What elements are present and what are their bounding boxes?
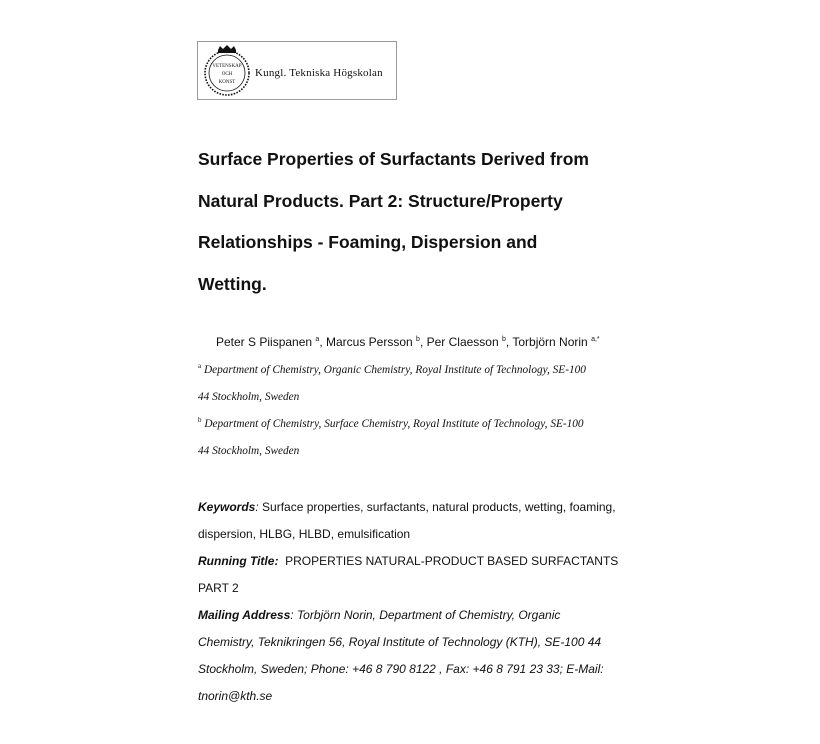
svg-text:OCH: OCH xyxy=(221,72,233,77)
keywords-section: Keywords: Surface properties, surfactants, natural products, wetting, foaming, dispersion, HLBG, HLBD, emulsification xyxy=(198,494,638,548)
paper-title xyxy=(198,139,638,305)
author-name: Per Claesson xyxy=(426,335,499,349)
title-line: Relationships - Foaming, Dispersion and xyxy=(198,232,538,252)
author-name: Torbjörn Norin xyxy=(512,335,588,349)
author-affiliation-mark: a xyxy=(315,336,320,343)
svg-text:VETENSKAP: VETENSKAP xyxy=(212,64,242,69)
mailing-address-section: Mailing Address: Torbjörn Norin, Department of Chemistry, Organic Chemistry, Teknikringen 56, Royal Institute of Technology (KTH), SE-100 44 Stockholm, Sweden; Phone: +46 8 790 8122 , Fax: +46 8 791 23 33; E-Mail: tnorin@kth.se xyxy=(198,602,638,710)
affiliation-text: Department of Chemistry, Organic Chemistry, Royal Institute of Technology, SE-100 xyxy=(203,364,586,376)
affiliation-text: 44 Stockholm, Sweden xyxy=(198,391,300,403)
affiliation-a xyxy=(198,357,628,411)
mailing-address-text: Stockholm, Sweden; Phone: +46 8 790 8122 , Fax: +46 8 791 23 33; E-Mail: xyxy=(198,662,604,676)
mailing-address-label: Mailing Address xyxy=(198,608,291,622)
mailing-address-text: Chemistry, Teknikringen 56, Royal Institute of Technology (KTH), SE-100 44 xyxy=(198,635,602,649)
affiliation-text: 44 Stockholm, Sweden xyxy=(198,445,300,457)
running-title-section: Running Title: PROPERTIES NATURAL-PRODUCT BASED SURFACTANTS PART 2 xyxy=(198,548,638,602)
author-list: Peter S Piispanen $^a$, Marcus Persson $^b$, Per Claesson $^b$, Torbjörn Norin $^{a,*}$ xyxy=(216,335,600,349)
email-link[interactable]: tnorin@kth.se xyxy=(198,689,273,703)
title-line: Natural Products. Part 2: Structure/Property xyxy=(198,190,563,211)
affiliation-mark: b xyxy=(198,416,202,424)
author-affiliation-mark: b xyxy=(416,336,420,343)
keywords-text: dispersion, HLBG, HLBD, emulsification xyxy=(198,527,411,541)
keywords-label: Keywords xyxy=(198,500,256,514)
mailing-address-text: Torbjörn Norin, Department of Chemistry, Organic xyxy=(296,608,561,622)
title-line: Surface Properties of Surfactants Derived from xyxy=(198,149,589,169)
running-title-label: Running Title xyxy=(198,554,275,568)
author-affiliation-mark: a,* xyxy=(591,336,600,343)
affiliation-text: Department of Chemistry, Surface Chemistry, Royal Institute of Technology, SE-100 xyxy=(204,418,584,430)
author-affiliation-mark: b xyxy=(502,336,506,343)
author-name: Marcus Persson xyxy=(325,335,413,349)
kth-seal-icon xyxy=(200,43,254,99)
author-name: Peter S Piispanen xyxy=(216,335,313,349)
svg-text:KONST: KONST xyxy=(218,80,236,85)
kth-wordmark: Kungl. Tekniska Högskolan xyxy=(255,67,383,79)
running-title-text: PROPERTIES NATURAL-PRODUCT BASED SURFACTANTS xyxy=(285,554,619,568)
running-title-text: PART 2 xyxy=(198,581,239,595)
affiliation-mark: a xyxy=(198,362,202,370)
title-line: Wetting. xyxy=(198,273,267,294)
keywords-text: Surface properties, surfactants, natural products, wetting, foaming, xyxy=(262,500,616,514)
affiliation-b xyxy=(198,411,628,465)
kth-logo xyxy=(197,41,397,100)
